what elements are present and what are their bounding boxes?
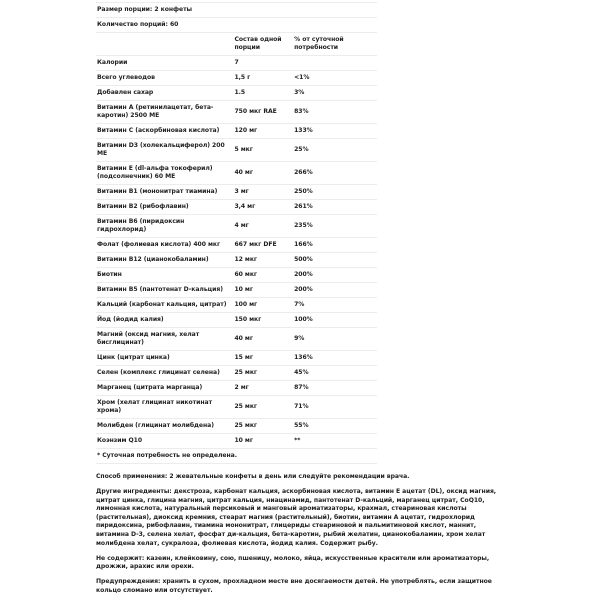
nutrient-row bbox=[96, 56, 377, 71]
nutrient-name: Витамин В6 (пиридоксин гидрохлорид) bbox=[96, 215, 233, 238]
nutrient-name: Коэнзим Q10 bbox=[96, 434, 233, 449]
free-from-text: Не содержит: казеин, клейковину, сою, пшеницу, молоко, яйца, искусственные красители или ароматизаторы, дрожжи, арахис или орехи. bbox=[96, 554, 490, 571]
nutrient-daily-value: 7% bbox=[293, 298, 377, 313]
nutrient-daily-value: 25% bbox=[293, 139, 377, 162]
servings-count: Количество порций: 60 bbox=[96, 18, 377, 33]
nutrient-row bbox=[96, 298, 377, 313]
nutrient-name: Витамин В12 (цианокобаламин) bbox=[96, 253, 233, 268]
nutrient-amount: 5 мкг bbox=[233, 139, 293, 162]
nutrient-row bbox=[96, 313, 377, 328]
nutrient-amount: 12 мкг bbox=[233, 253, 293, 268]
nutrient-amount: 40 мг bbox=[233, 328, 293, 351]
nutrient-name: Йод (йодид калия) bbox=[96, 313, 233, 328]
nutrient-daily-value: 87% bbox=[293, 381, 377, 396]
supplement-facts-page bbox=[96, 0, 508, 596]
nutrient-row bbox=[96, 200, 377, 215]
nutrient-row bbox=[96, 185, 377, 200]
nutrient-name: Кальций (карбонат кальция, цитрат) bbox=[96, 298, 233, 313]
nutrient-daily-value: 55% bbox=[293, 419, 377, 434]
nutrient-row bbox=[96, 238, 377, 253]
supplement-facts-table bbox=[96, 0, 377, 464]
serving-size-row bbox=[96, 3, 377, 18]
nutrient-daily-value: 166% bbox=[293, 238, 377, 253]
nutrient-row bbox=[96, 86, 377, 101]
nutrient-name: Витамин D3 (холекальциферол) 200 МЕ bbox=[96, 139, 233, 162]
nutrient-amount: 15 мг bbox=[233, 351, 293, 366]
nutrient-daily-value: 500% bbox=[293, 253, 377, 268]
nutrient-name: Магний (оксид магния, хелат бисглицинат) bbox=[96, 328, 233, 351]
nutrient-row bbox=[96, 253, 377, 268]
nutrient-name: Хром (хелат глицинат никотинат хрома) bbox=[96, 396, 233, 419]
nutrient-amount: 3 мг bbox=[233, 185, 293, 200]
header-amount: Состав одной порции bbox=[233, 33, 293, 56]
header-percent: % от суточной потребности bbox=[293, 33, 377, 56]
nutrient-row bbox=[96, 71, 377, 86]
nutrient-row bbox=[96, 283, 377, 298]
nutrient-daily-value: 83% bbox=[293, 101, 377, 124]
warnings-text: Предупреждения: хранить в сухом, прохладном месте вне досягаемости детей. Не употреблять, если защитное кольцо сломано или отсутствует. bbox=[96, 578, 492, 595]
nutrient-row bbox=[96, 101, 377, 124]
nutrient-amount: 100 мг bbox=[233, 298, 293, 313]
nutrient-daily-value: 235% bbox=[293, 215, 377, 238]
nutrient-daily-value: 71% bbox=[293, 396, 377, 419]
nutrient-row bbox=[96, 434, 377, 449]
nutrient-amount: 3,4 мг bbox=[233, 200, 293, 215]
nutrient-daily-value: ** bbox=[293, 434, 377, 449]
nutrient-amount: 150 мкг bbox=[233, 313, 293, 328]
nutrient-daily-value: <1% bbox=[293, 71, 377, 86]
nutrient-name: Витамин В1 (мононитрат тиамина) bbox=[96, 185, 233, 200]
nutrient-amount: 667 мкг DFE bbox=[233, 238, 293, 253]
nutrient-amount: 4 мг bbox=[233, 215, 293, 238]
nutrient-amount: 10 мг bbox=[233, 434, 293, 449]
nutrient-amount: 7 bbox=[233, 56, 293, 71]
nutrient-amount: 25 мкг bbox=[233, 366, 293, 381]
nutrient-row bbox=[96, 351, 377, 366]
nutrient-amount: 1.5 bbox=[233, 86, 293, 101]
nutrient-name: Селен (комплекс глицинат селена) bbox=[96, 366, 233, 381]
nutrient-row bbox=[96, 124, 377, 139]
nutrient-row bbox=[96, 419, 377, 434]
nutrient-amount: 1,5 г bbox=[233, 71, 293, 86]
nutrient-row bbox=[96, 139, 377, 162]
nutrient-name: Добавлен сахар bbox=[96, 86, 233, 101]
nutrient-daily-value: 45% bbox=[293, 366, 377, 381]
nutrient-name: Фолат (фолиевая кислота) 400 мкг bbox=[96, 238, 233, 253]
nutrient-amount: 2 мг bbox=[233, 381, 293, 396]
nutrient-daily-value: 133% bbox=[293, 124, 377, 139]
nutrient-amount: 25 мкг bbox=[233, 396, 293, 419]
nutrient-name: Всего углеводов bbox=[96, 71, 233, 86]
nutrient-row bbox=[96, 215, 377, 238]
nutrient-amount: 25 мкг bbox=[233, 419, 293, 434]
nutrient-daily-value bbox=[293, 56, 377, 71]
nutrient-daily-value: 200% bbox=[293, 268, 377, 283]
nutrient-amount: 10 мг bbox=[233, 283, 293, 298]
nutrient-row bbox=[96, 366, 377, 381]
ingredients-text: Другие ингредиенты: декстроза, карбонат кальция, аскорбиновая кислота, витамин Е ацетат (DL), оксид магния, цитрат цинка, глицина магния, цитрат кальция, ниацинамид, пантотенат D-кальций, марганец цитрат, CoQ10, лимонная кислота, натуральный персиковый и манговый ароматизаторы, крахмал, стеариновая кислоты (растительная), диоксид кремния, стеарат магния (растительный), биотин, витамин А ацетат, гидрохлорид пиридоксина, рибофлавин, тиамина мононитрат, глицериды стеариновой и пальмитиновой кислот, маннит, витамина D-3, селена хелат, фосфат ди-кальция, бета-каротин, рыбий желатин, цианокобаламин, хром хелат молибдена хелат, сукралоза, фолиевая кислота, йодид калия. Содержит рыбу. bbox=[96, 488, 497, 547]
nutrient-daily-value: 100% bbox=[293, 313, 377, 328]
nutrient-amount: 40 мг bbox=[233, 162, 293, 185]
footnote-row bbox=[96, 449, 377, 464]
footnote: * Суточная потребность не определена. bbox=[96, 449, 377, 464]
nutrient-name: Витамин Е (dl-альфа токоферил) (подсолнечник) 60 МЕ bbox=[96, 162, 233, 185]
nutrient-name: Калории bbox=[96, 56, 233, 71]
nutrient-daily-value: 250% bbox=[293, 185, 377, 200]
serving-size: Размер порции: 2 конфеты bbox=[96, 3, 377, 18]
nutrient-amount: 120 мг bbox=[233, 124, 293, 139]
nutrient-daily-value: 261% bbox=[293, 200, 377, 215]
nutrient-name: Витамин А (ретинилацетат, бета-каротин) 2500 МЕ bbox=[96, 101, 233, 124]
nutrient-daily-value: 136% bbox=[293, 351, 377, 366]
nutrient-name: Молибден (глицинат молибдена) bbox=[96, 419, 233, 434]
nutrient-daily-value: 200% bbox=[293, 283, 377, 298]
servings-count-row bbox=[96, 18, 377, 33]
nutrient-name: Цинк (цитрат цинка) bbox=[96, 351, 233, 366]
nutrient-amount: 60 мкг bbox=[233, 268, 293, 283]
nutrient-name: Витамин В2 (рибофлавин) bbox=[96, 200, 233, 215]
nutrient-row bbox=[96, 162, 377, 185]
nutrient-row bbox=[96, 328, 377, 351]
nutrient-name: Витамин С (аскорбиновая кислота) bbox=[96, 124, 233, 139]
nutrient-amount: 750 мкг RAE bbox=[233, 101, 293, 124]
usage-text: Способ применения: 2 жевательные конфеты в день или следуйте рекомендации врача. bbox=[96, 473, 410, 480]
nutrient-name: Витамин В5 (пантотенат D-кальция) bbox=[96, 283, 233, 298]
header-name bbox=[96, 33, 233, 56]
nutrient-row bbox=[96, 381, 377, 396]
nutrient-row bbox=[96, 268, 377, 283]
nutrient-daily-value: 266% bbox=[293, 162, 377, 185]
nutrient-name: Марганец (цитрата марганца) bbox=[96, 381, 233, 396]
nutrient-row bbox=[96, 396, 377, 419]
nutrient-daily-value: 9% bbox=[293, 328, 377, 351]
nutrient-name: Биотин bbox=[96, 268, 233, 283]
table-header-row bbox=[96, 33, 377, 56]
nutrient-daily-value: 3% bbox=[293, 86, 377, 101]
